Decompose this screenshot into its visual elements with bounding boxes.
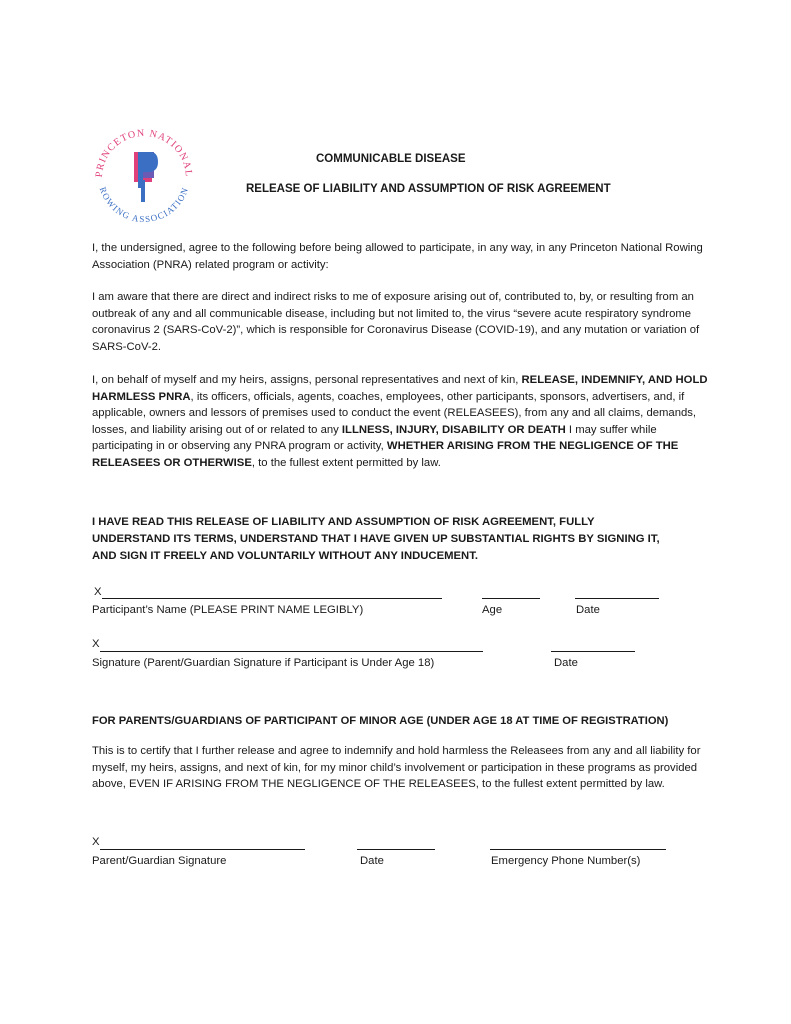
pnra-logo — [88, 118, 200, 230]
release-text-2: , its officers, officials, agents, coaches, employees, other participants, sponsors, advertisers, and, if applicable, owners and lessors of premises used to conduct the event (RELEASEES), from any and all claims, demands, losses, and liability arising out of or related to any — [92, 390, 697, 436]
guardian-signature-line[interactable] — [100, 849, 305, 850]
signature-date-label: Date — [554, 657, 578, 669]
release-bold-1: RELEASE, INDEMNIFY, AND HOLD HARMLESS PNRA — [92, 374, 708, 403]
signature-date-line[interactable] — [551, 651, 635, 652]
document-title-line2: RELEASE OF LIABILITY AND ASSUMPTION OF RISK AGREEMENT — [246, 183, 611, 195]
release-text-1: I, on behalf of myself and my heirs, assigns, personal representatives and next of kin, — [92, 374, 522, 386]
intro-paragraph: I, the undersigned, agree to the following before being allowed to participate, in any way, in any Princeton National Rowing Association (PNRA) related program or activity: — [92, 242, 703, 271]
release-text-4: , to the fullest extent permitted by law. — [251, 456, 441, 469]
logo-text-bottom: ROWING ASSOCIATION — [97, 185, 191, 225]
acknowledgement-line1: I HAVE READ THIS RELEASE OF LIABILITY AND ASSUMPTION OF RISK AGREEMENT, FULLY — [92, 516, 595, 528]
participant-name-x: X — [94, 586, 102, 598]
acknowledgement-line3: AND SIGN IT FREELY AND VOLUNTARILY WITHOUT ANY INDUCEMENT. — [92, 550, 479, 562]
signature-label: Signature (Parent/Guardian Signature if Participant is Under Age 18) — [92, 657, 435, 669]
acknowledgement-line2: UNDERSTAND ITS TERMS, UNDERSTAND THAT I HAVE GIVEN UP SUBSTANTIAL RIGHTS BY SIGNING IT, — [92, 533, 660, 545]
guardian-signature-label: Parent/Guardian Signature — [92, 855, 227, 867]
release-bold-3: WHETHER ARISING FROM THE NEGLIGENCE OF THE RELEASEES OR OTHERWISE — [92, 440, 679, 469]
signature-x: X — [92, 638, 100, 650]
emergency-phone-label: Emergency Phone Number(s) — [491, 855, 641, 867]
logo-text-top: PRINCETON NATIONAL — [93, 127, 195, 178]
signature-line[interactable] — [100, 651, 483, 652]
guardian-date-line[interactable] — [357, 849, 435, 850]
participant-age-line[interactable] — [482, 598, 540, 599]
guardian-date-label: Date — [360, 855, 384, 867]
participant-name-line[interactable] — [102, 598, 442, 599]
minor-section-heading: FOR PARENTS/GUARDIANS OF PARTICIPANT OF MINOR AGE (UNDER AGE 18 AT TIME OF REGISTRATION) — [92, 715, 669, 727]
risk-awareness-paragraph: I am aware that there are direct and indirect risks to me of exposure arising out of, contributed to, by, or resulting from an outbreak of any and all communicable disease, including but not limited to, the virus “severe acute respiratory syndrome coronavirus 2 (SARS-CoV-2)”, which is responsible for Coronavirus Disease (COVID-19), and any mutation or variation of SARS-CoV-2. — [92, 291, 700, 353]
release-bold-2: ILLNESS, INJURY, DISABILITY OR DEATH — [341, 423, 566, 436]
emergency-phone-line[interactable] — [490, 849, 666, 850]
release-text-3: I may suffer while participating in or observing any PNRA program or activity, — [92, 423, 657, 453]
document-title-line1: COMMUNICABLE DISEASE — [316, 153, 466, 165]
release-paragraph — [92, 372, 712, 472]
participant-age-label: Age — [482, 604, 503, 616]
pnra-logo-graphic — [88, 118, 200, 230]
guardian-signature-x: X — [92, 836, 100, 848]
minor-section-body: This is to certify that I further release and agree to indemnify and hold harmless the Releasees from any and all liability for myself, my heirs, assigns, and next of kin, for my minor child’s involvement or participation in these programs as provided above, EVEN IF ARISING FROM THE NEGLIGENCE OF THE RELEASEES, to the fullest extent permitted by law. — [92, 745, 701, 791]
participant-name-label: Participant’s Name (PLEASE PRINT NAME LEGIBLY) — [92, 604, 364, 616]
participant-date-line[interactable] — [575, 598, 659, 599]
participant-date-label: Date — [576, 604, 600, 616]
